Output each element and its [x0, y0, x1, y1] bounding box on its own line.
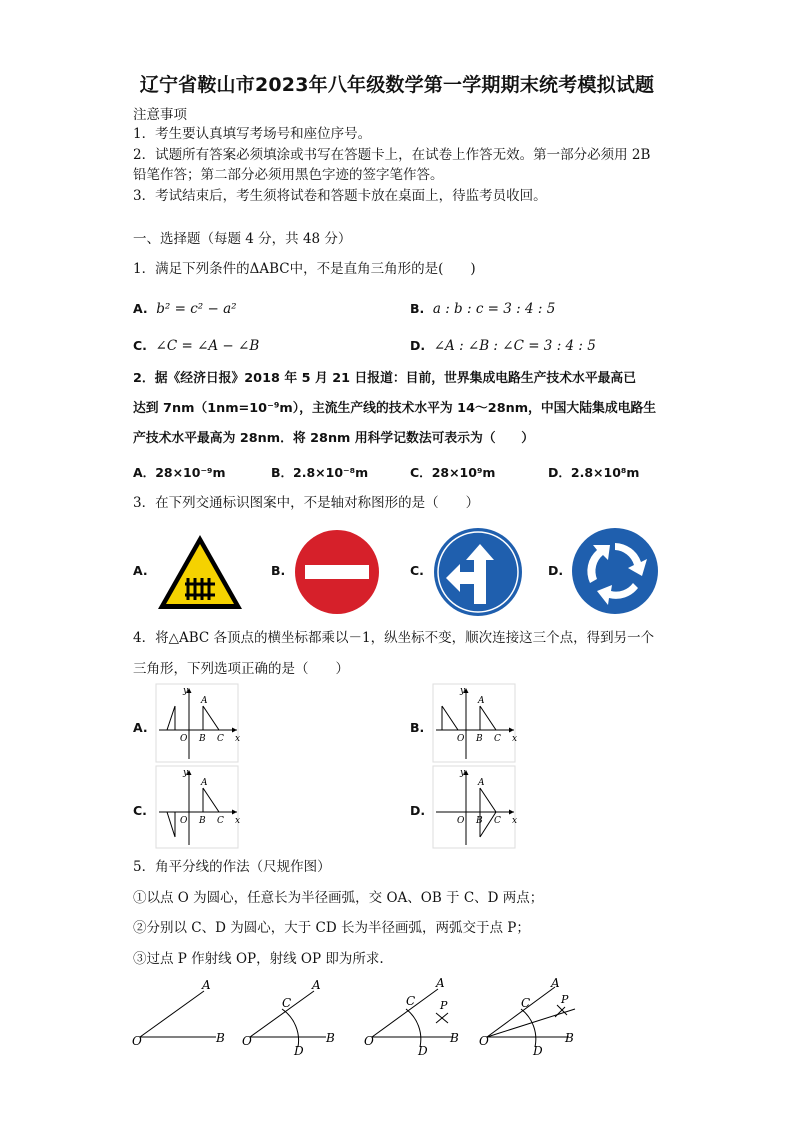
q4-graph-b — [432, 683, 522, 765]
axis-label-y: y — [183, 768, 189, 778]
point-a-label: A — [202, 978, 211, 992]
question-3-stem: 3．在下列交通标识图案中，不是轴对称图形的是（ ） — [133, 495, 480, 511]
q2-option-c: C．28×10⁹m — [410, 465, 496, 480]
axis-label-y: y — [460, 686, 466, 696]
point-a-label: A — [478, 778, 485, 788]
point-p-label: P — [561, 993, 569, 1006]
point-b-label: B — [565, 1031, 574, 1045]
axis-label-y: y — [460, 768, 466, 778]
q3-label-d: D. — [548, 563, 564, 578]
point-a-label: A — [201, 696, 208, 706]
angle-figure-2 — [238, 975, 348, 1061]
q2-option-a-text: 28×10⁻⁹m — [155, 465, 226, 480]
point-c-label: C — [217, 734, 224, 744]
question-1-stem: 1．满足下列条件的ΔABC中，不是直角三角形的是( ) — [133, 261, 476, 277]
point-a-label: A — [436, 976, 445, 990]
notice-item: 3．考试结束后，考生须将试卷和答题卡放在桌面上，待监考员收回。 — [133, 188, 547, 204]
point-a-label: A — [312, 978, 321, 992]
q4-label-b: B. — [410, 720, 425, 735]
q5-step: ①以点 O 为圆心，任意长为半径画弧，交 OA、OB 于 C、D 两点； — [133, 890, 544, 906]
point-b-label: B — [199, 734, 206, 744]
no-entry-sign-icon — [293, 528, 381, 616]
q1-option-d-text: ∠A : ∠B : ∠C = 3 : 4 : 5 — [433, 338, 596, 354]
q1-option-a: A. b² = c² − a² — [133, 301, 237, 317]
point-c-label: C — [406, 994, 416, 1008]
point-o-label: O — [132, 1034, 142, 1048]
point-b-label: B — [476, 734, 483, 744]
point-c-label: C — [494, 734, 501, 744]
point-b-label: B — [476, 816, 483, 826]
q3-label-b: B. — [271, 563, 286, 578]
axis-label-x: x — [512, 816, 518, 826]
angle-figure-3 — [360, 975, 470, 1061]
railway-crossing-warning-sign-icon — [155, 532, 245, 612]
q1-option-b-text: a : b : c = 3 : 4 : 5 — [432, 301, 556, 317]
point-d-label: D — [294, 1044, 304, 1058]
q4-graph-d — [432, 765, 522, 851]
point-b-label: B — [199, 816, 206, 826]
point-c-label: C — [521, 996, 531, 1010]
go-straight-or-turn-left-sign-icon — [432, 526, 524, 618]
q4-graph-c — [155, 765, 245, 851]
q1-option-a-text: b² = c² − a² — [156, 301, 237, 317]
point-o-label: O — [479, 1034, 489, 1048]
origin-label: O — [457, 816, 465, 826]
q4-label-a: A. — [133, 720, 148, 735]
point-a-label: A — [551, 976, 560, 990]
axis-label-x: x — [512, 734, 518, 744]
q2-option-b-text: 2.8×10⁻⁸m — [293, 465, 369, 480]
roundabout-sign-icon — [570, 526, 660, 616]
question-2-line: 2．据《经济日报》2018 年 5 月 21 日报道：目前，世界集成电路生产技术水平最高已 — [133, 371, 637, 386]
question-4-line: 三角形，下列选项正确的是（ ） — [133, 661, 349, 677]
notice-item: 1．考生要认真填写考场号和座位序号。 — [133, 126, 372, 142]
point-p-label: P — [440, 999, 448, 1012]
notice-item: 铅笔作答；第二部分必须用黑色字迹的签字笔作答。 — [133, 167, 444, 183]
q3-label-c: C. — [410, 563, 424, 578]
point-d-label: D — [533, 1044, 543, 1058]
point-c-label: C — [217, 816, 224, 826]
angle-figure-4 — [477, 975, 587, 1061]
page-title: 辽宁省鞍山市2023年八年级数学第一学期期末统考模拟试题 — [139, 74, 655, 96]
q2-option-d: D．2.8×10⁸m — [548, 465, 640, 480]
question-2-line: 产技术水平最高为 28nm．将 28nm 用科学记数法可表示为（ ） — [133, 431, 534, 446]
axis-label-y: y — [183, 686, 189, 696]
point-a-label: A — [478, 696, 485, 706]
section-heading: 一、选择题（每题 4 分，共 48 分） — [133, 231, 352, 247]
q2-option-b: B．2.8×10⁻⁸m — [271, 465, 369, 480]
origin-label: O — [180, 734, 188, 744]
q3-label-a: A. — [133, 563, 148, 578]
axis-label-x: x — [235, 734, 241, 744]
notice-heading: 注意事项 — [133, 107, 187, 123]
origin-label: O — [180, 816, 188, 826]
q2-option-c-text: 28×10⁹m — [431, 465, 496, 480]
point-a-label: A — [201, 778, 208, 788]
point-o-label: O — [242, 1034, 252, 1048]
q5-step: ②分别以 C、D 为圆心，大于 CD 长为半径画弧，两弧交于点 P； — [133, 920, 530, 936]
point-b-label: B — [216, 1031, 225, 1045]
point-b-label: B — [450, 1031, 459, 1045]
q1-option-b: B. a : b : c = 3 : 4 : 5 — [410, 301, 556, 317]
q1-option-d: D. ∠A : ∠B : ∠C = 3 : 4 : 5 — [410, 338, 596, 354]
question-4-line: 4．将△ABC 各顶点的横坐标都乘以－1，纵坐标不变，顺次连接这三个点，得到另一个 — [133, 630, 655, 646]
question-5-heading: 5．角平分线的作法（尺规作图） — [133, 859, 331, 875]
q1-option-c-text: ∠C = ∠A − ∠B — [155, 338, 260, 354]
q4-graph-a — [155, 683, 245, 765]
q2-option-d-text: 2.8×10⁸m — [570, 465, 640, 480]
point-c-label: C — [282, 996, 292, 1010]
origin-label: O — [457, 734, 465, 744]
point-o-label: O — [364, 1034, 374, 1048]
q1-option-c: C. ∠C = ∠A − ∠B — [133, 338, 260, 354]
q4-label-d: D. — [410, 803, 426, 818]
point-c-label: C — [494, 816, 501, 826]
angle-figure-1 — [128, 975, 238, 1055]
question-2-line: 达到 7nm（1nm=10⁻⁹m），主流生产线的技术水平为 14～28nm，中国大陆集成电路生 — [133, 401, 657, 416]
q5-step: ③过点 P 作射线 OP，射线 OP 即为所求. — [133, 951, 384, 967]
point-b-label: B — [326, 1031, 335, 1045]
point-d-label: D — [418, 1044, 428, 1058]
notice-item: 2．试题所有答案必须填涂或书写在答题卡上，在试卷上作答无效。第一部分必须用 2B — [133, 147, 651, 163]
axis-label-x: x — [235, 816, 241, 826]
q2-option-a: A．28×10⁻⁹m — [133, 465, 226, 480]
q4-label-c: C. — [133, 803, 147, 818]
